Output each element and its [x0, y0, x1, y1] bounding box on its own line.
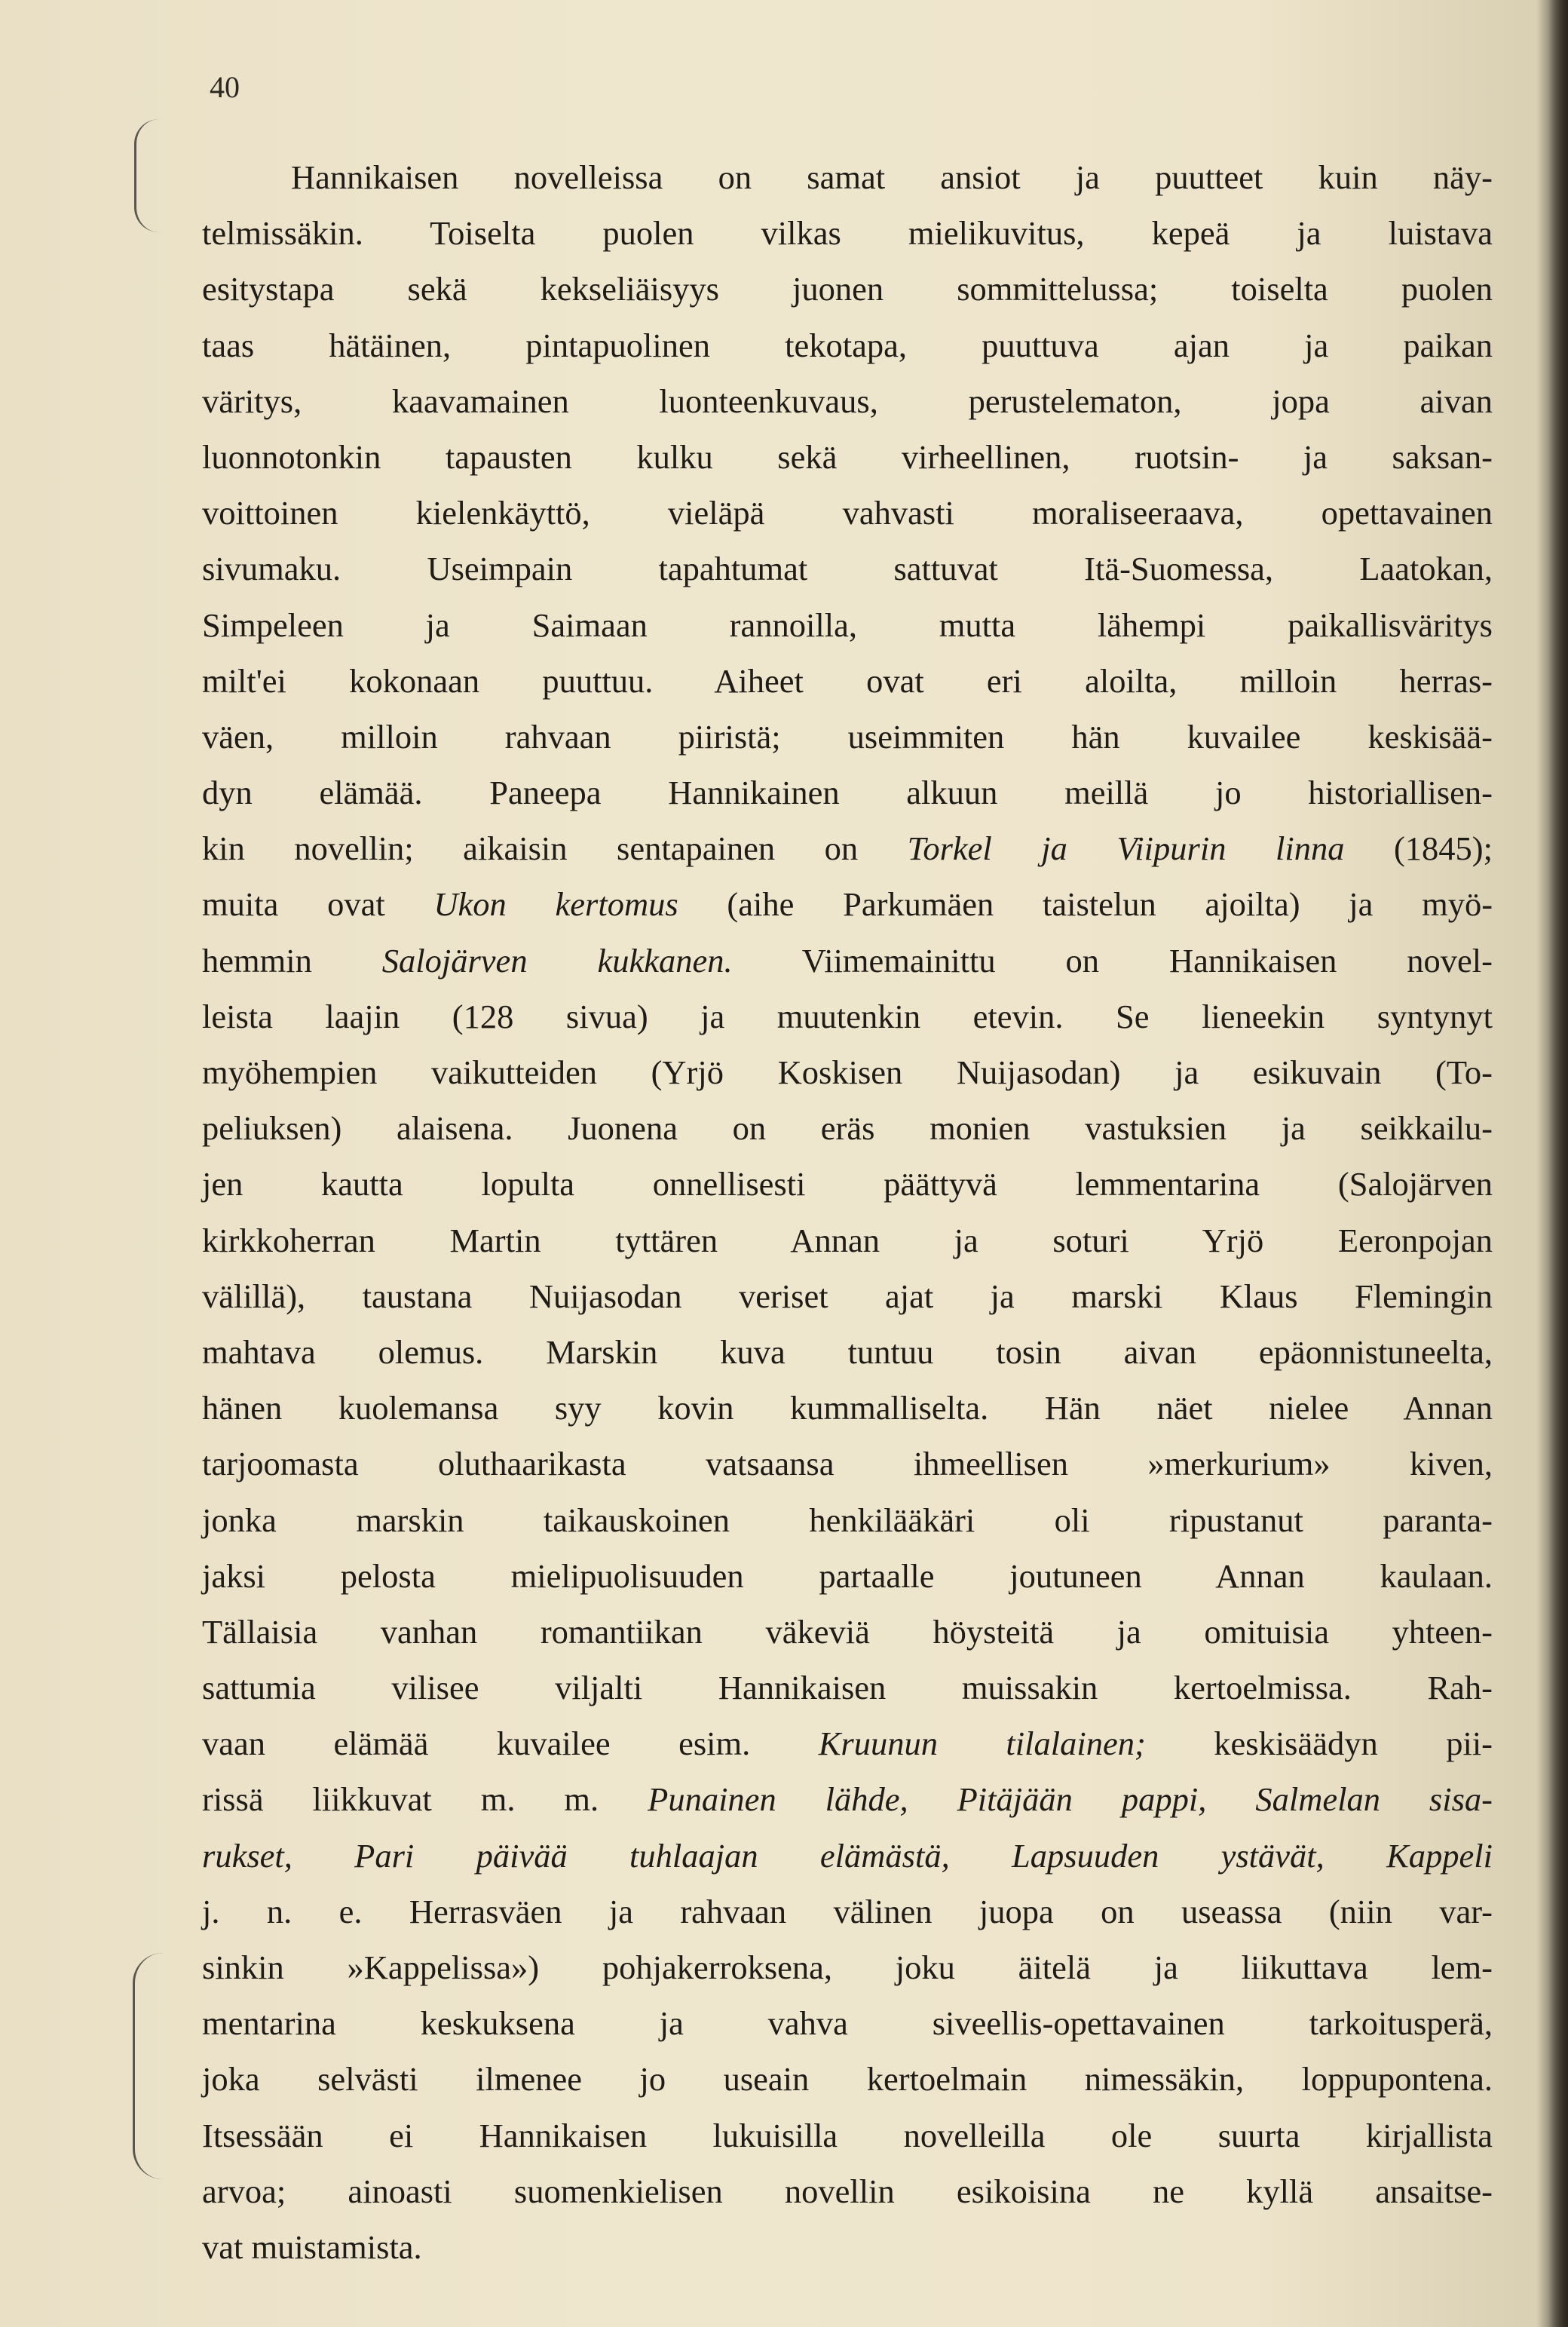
text-run: Tällaisia vanhan romantiikan väkeviä höysteitä ja omituisia yhteen-	[202, 1612, 1493, 1651]
text-line	[202, 1828, 1493, 1884]
text-line	[202, 820, 1493, 876]
text-line	[202, 1604, 1493, 1660]
text-line	[202, 1044, 1493, 1100]
text-line	[202, 205, 1493, 261]
text-run: Itsessään ei Hannikaisen lukuisilla novelleilla ole suurta kirjallista	[202, 2116, 1493, 2154]
text-line	[202, 1660, 1493, 1715]
italic-title: Torkel ja Viipurin linna	[907, 829, 1345, 868]
text-line	[202, 2051, 1493, 2107]
text-run: tarjoomasta oluthaarikasta vatsaansa ihmeellisen »merkurium» kiven,	[202, 1445, 1493, 1483]
text-line	[202, 1436, 1493, 1492]
text-run: hemmin	[202, 941, 382, 980]
margin-bracket-bottom	[133, 1953, 165, 2179]
text-line	[202, 1548, 1493, 1604]
text-line	[202, 2163, 1493, 2219]
text-run: jaksi pelosta mielipuolisuuden partaalle joutuneen Annan kaulaan.	[202, 1556, 1493, 1595]
text-run: sinkin »Kappelissa») pohjakerroksena, joku äitelä ja liikuttava lem-	[202, 1948, 1493, 1986]
text-run: (1845);	[1344, 829, 1493, 868]
italic-title: Kruunun tilalainen;	[818, 1725, 1146, 1763]
text-line	[202, 2219, 1493, 2275]
text-run: vaan elämää kuvailee esim.	[202, 1725, 819, 1763]
text-run: jonka marskin taikauskoinen henkilääkäri oli ripustanut paranta-	[202, 1501, 1493, 1539]
text-run: muita ovat	[202, 885, 434, 924]
text-run: milt'ei kokonaan puuttuu. Aiheet ovat eri aloilta, milloin herras-	[202, 661, 1493, 700]
italic-title: Salojärven kukkanen.	[381, 941, 733, 980]
text-line	[202, 709, 1493, 765]
text-run: myöhempien vaikutteiden (Yrjö Koskisen Nuijasodan) ja esikuvain (To-	[202, 1053, 1493, 1091]
text-line	[202, 2108, 1493, 2163]
italic-title: Ukon kertomus	[433, 885, 678, 924]
text-run: kin novellin; aikaisin sentapainen on	[202, 829, 908, 868]
text-run: arvoa; ainoasti suomenkielisen novellin esikoisina ne kyllä ansaitse-	[202, 2172, 1493, 2210]
body-paragraph	[202, 149, 1493, 2275]
text-run: väen, milloin rahvaan piiristä; useimmiten hän kuvailee keskisää-	[202, 717, 1493, 756]
text-run: telmissäkin. Toiselta puolen vilkas mielikuvitus, kepeä ja luistava	[202, 214, 1493, 253]
text-line	[202, 149, 1493, 205]
text-run: Hannikaisen novelleissa on samat ansiot ja puutteet kuin näy-	[291, 158, 1493, 196]
text-run: leista laajin (128 sivua) ja muutenkin etevin. Se lieneekin syntynyt	[202, 997, 1493, 1035]
text-run: voittoinen kielenkäyttö, vieläpä vahvasti moraliseeraava, opettavainen	[202, 494, 1493, 532]
text-line	[202, 1324, 1493, 1380]
text-run: esitystapa sekä kekseliäisyys juonen sommittelussa; toiselta puolen	[202, 270, 1493, 308]
text-run: jen kautta lopulta onnellisesti päättyvä lemmentarina (Salojärven	[202, 1165, 1493, 1203]
text-run: välillä), taustana Nuijasodan veriset ajat ja marski Klaus Flemingin	[202, 1277, 1493, 1315]
margin-bracket-top	[134, 119, 159, 232]
text-line	[202, 876, 1493, 932]
text-run: rissä liikkuvat m. m.	[202, 1780, 648, 1819]
text-line	[202, 989, 1493, 1044]
text-line	[202, 1995, 1493, 2051]
text-run: väritys, kaavamainen luonteenkuvaus, perustelematon, jopa aivan	[202, 382, 1493, 420]
text-run: (aihe Parkumäen taistelun ajoilta) ja myö-	[678, 885, 1493, 924]
text-line	[202, 1213, 1493, 1268]
text-line	[202, 1100, 1493, 1156]
text-run: mentarina keskuksena ja vahva siveellis-opettavainen tarkoitusperä,	[202, 2004, 1493, 2043]
text-run: sivumaku. Useimpain tapahtumat sattuvat Itä-Suomessa, Laatokan,	[202, 550, 1493, 588]
text-run: sattumia vilisee viljalti Hannikaisen muissakin kertoelmissa. Rah-	[202, 1669, 1493, 1707]
text-run: keskisäädyn pii-	[1145, 1725, 1493, 1763]
page-edge-shadow	[1548, 0, 1568, 2327]
text-line	[202, 373, 1493, 429]
text-line	[202, 317, 1493, 373]
text-run: j. n. e. Herrasväen ja rahvaan välinen juopa on useassa (niin var-	[202, 1892, 1493, 1930]
italic-title: Punainen lähde, Pitäjään pappi, Salmelan sisa-	[648, 1780, 1493, 1819]
text-line	[202, 261, 1493, 317]
text-line	[202, 485, 1493, 541]
text-line	[202, 1771, 1493, 1827]
text-line	[202, 1268, 1493, 1324]
text-line	[202, 541, 1493, 596]
text-line	[202, 597, 1493, 653]
text-line	[202, 1715, 1493, 1771]
text-line	[202, 653, 1493, 709]
text-run: luonnotonkin tapausten kulku sekä virheellinen, ruotsin- ja saksan-	[202, 437, 1493, 476]
text-line	[202, 1884, 1493, 1939]
text-run: peliuksen) alaisena. Juonena on eräs monien vastuksien ja seikkailu-	[202, 1109, 1493, 1148]
text-run: kirkkoherran Martin tyttären Annan ja soturi Yrjö Eeronpojan	[202, 1221, 1493, 1259]
text-line	[202, 1156, 1493, 1212]
text-line	[202, 765, 1493, 820]
text-line	[202, 933, 1493, 989]
text-line	[202, 1380, 1493, 1436]
text-line	[202, 1492, 1493, 1548]
italic-title: rukset, Pari päivää tuhlaajan elämästä, Lapsuuden ystävät, Kappeli	[202, 1836, 1493, 1875]
text-run: Viimemainittu on Hannikaisen novel-	[732, 941, 1493, 980]
text-line	[202, 1939, 1493, 1995]
text-run: joka selvästi ilmenee jo useain kertoelmain nimessäkin, loppupontena.	[202, 2060, 1493, 2099]
text-run: Simpeleen ja Saimaan rannoilla, mutta lähempi paikallisväritys	[202, 606, 1493, 644]
text-line	[202, 429, 1493, 485]
text-run: vat muistamista.	[202, 2227, 422, 2266]
text-run: dyn elämää. Paneepa Hannikainen alkuun meillä jo historiallisen-	[202, 774, 1493, 812]
text-run: mahtava olemus. Marskin kuva tuntuu tosin aivan epäonnistuneelta,	[202, 1332, 1493, 1371]
text-run: hänen kuolemansa syy kovin kummalliselta. Hän näet nielee Annan	[202, 1389, 1493, 1427]
text-run: taas hätäinen, pintapuolinen tekotapa, puuttuva ajan ja paikan	[202, 326, 1493, 364]
page-number: 40	[210, 70, 240, 104]
